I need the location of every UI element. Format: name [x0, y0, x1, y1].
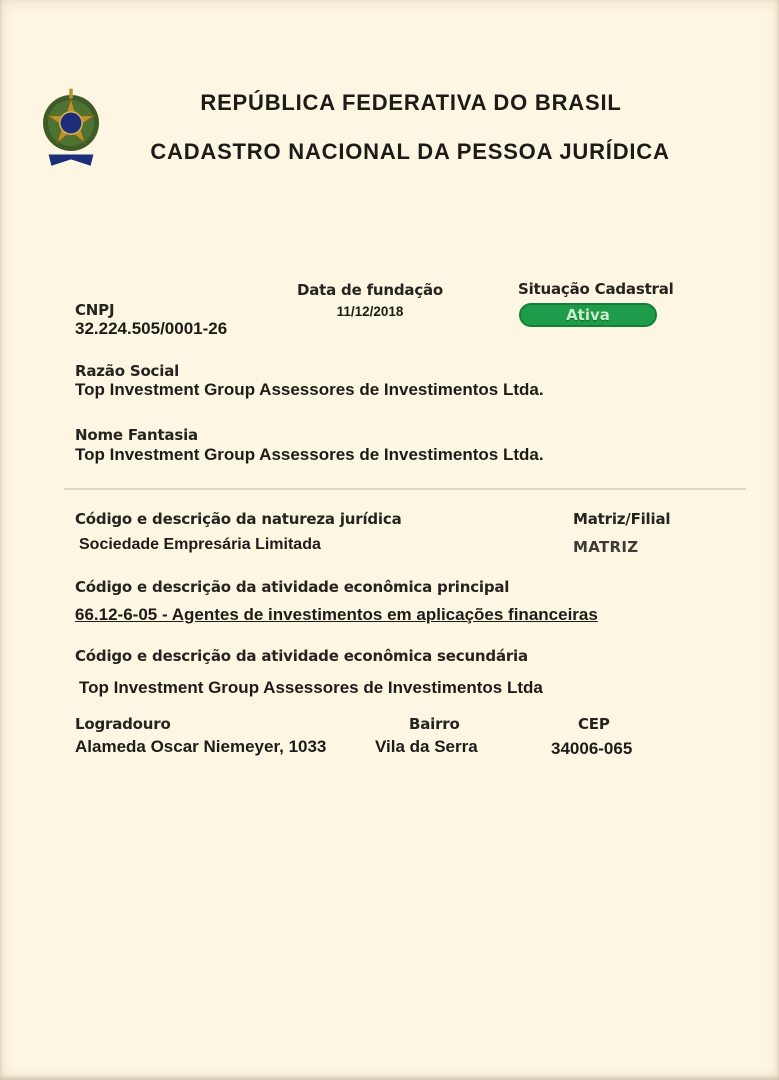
cnpj-value: 32.224.505/0001-26	[75, 319, 228, 338]
founding-date-label: Data de fundação	[296, 281, 444, 299]
nome-fantasia-label: Nome Fantasia	[75, 426, 198, 444]
razao-social-value: Top Investment Group Assessores de Investimentos Ltda.	[75, 380, 544, 399]
status-label: Situação Cadastral	[518, 280, 674, 298]
logradouro-value: Alameda Oscar Niemeyer, 1033	[75, 737, 327, 756]
atividade-secundaria-value: Top Investment Group Assessores de Investimentos Ltda	[79, 678, 543, 697]
atividade-principal-value: 66.12-6-05 - Agentes de investimentos em aplicações financeiras	[75, 605, 598, 624]
matriz-filial-label: Matriz/Filial	[573, 510, 671, 528]
cep-value: 34006-065	[551, 739, 633, 758]
bairro-value: Vila da Serra	[375, 737, 478, 756]
document-title: REPÚBLICA FEDERATIVA DO BRASIL	[200, 90, 622, 115]
status-badge: Ativa	[519, 303, 657, 327]
logradouro-label: Logradouro	[75, 715, 171, 733]
atividade-secundaria-label: Código e descrição da atividade econômica secundária	[75, 647, 528, 665]
cnpj-label: CNPJ	[75, 301, 115, 319]
natureza-juridica-value: Sociedade Empresária Limitada	[79, 536, 321, 553]
atividade-principal-label: Código e descrição da atividade econômica principal	[75, 578, 510, 596]
bairro-label: Bairro	[409, 715, 460, 733]
nome-fantasia-value: Top Investment Group Assessores de Investimentos Ltda.	[75, 445, 544, 464]
founding-date-value: 11/12/2018	[336, 304, 404, 319]
matriz-filial-value: MATRIZ	[573, 538, 639, 556]
document-subtitle: CADASTRO NACIONAL DA PESSOA JURÍDICA	[150, 139, 670, 164]
section-divider	[64, 488, 746, 490]
cep-label: CEP	[578, 715, 610, 733]
natureza-juridica-label: Código e descrição da natureza jurídica	[75, 510, 402, 528]
razao-social-label: Razão Social	[75, 362, 180, 380]
